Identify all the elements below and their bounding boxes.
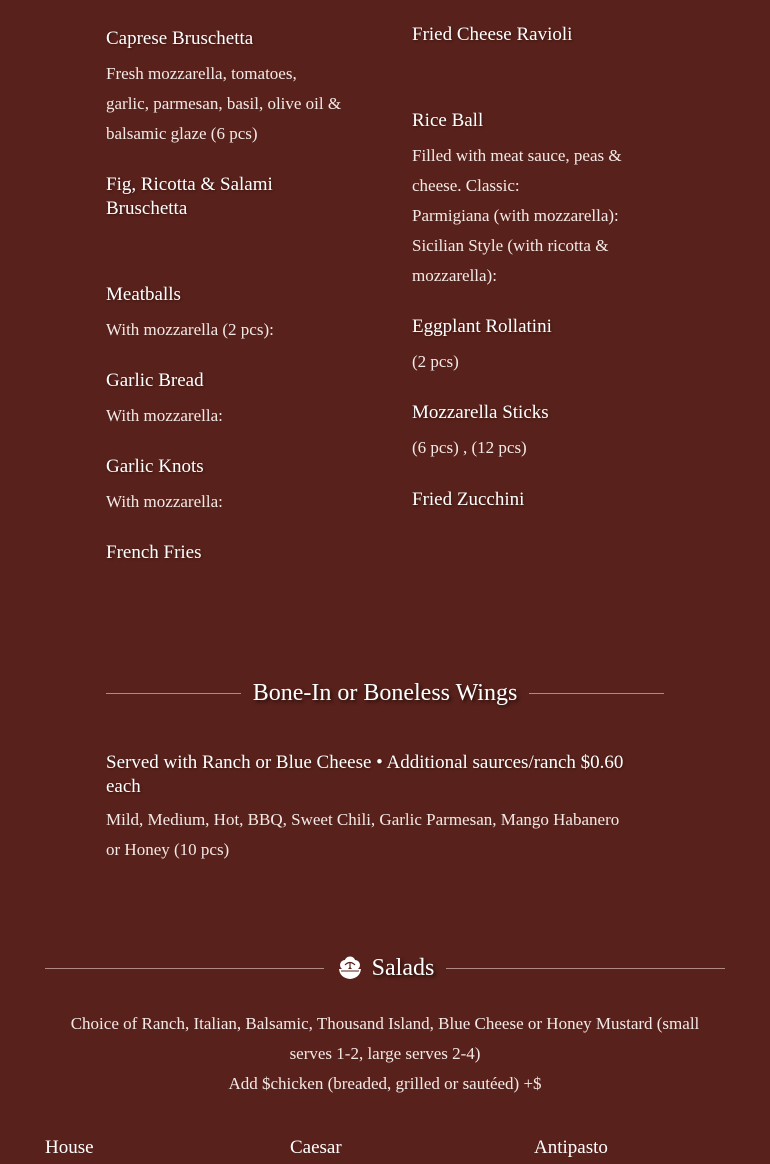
menu-item-description-line: Sicilian Style (with ricotta & bbox=[412, 236, 609, 255]
menu-item-title-line: Fig, Ricotta & Salami bbox=[106, 174, 273, 195]
menu-item-mozzarella-sticks bbox=[412, 401, 662, 463]
menu-item-title: Caprese Bruschetta bbox=[106, 28, 254, 49]
wings-description-line: or Honey (10 pcs) bbox=[106, 840, 230, 859]
salads-info-line: serves 1-2, large serves 2-4) bbox=[289, 1044, 481, 1063]
menu-item-description bbox=[106, 487, 362, 517]
wings-description-line: Mild, Medium, Hot, BBQ, Sweet Chili, Garlic Parmesan, Mango Habanero bbox=[106, 810, 620, 829]
menu-item-meatballs bbox=[106, 283, 362, 345]
salads-info-line: Choice of Ranch, Italian, Balsamic, Thousand Island, Blue Cheese or Honey Mustard (small bbox=[70, 1014, 700, 1033]
menu-item-rice-ball bbox=[412, 109, 662, 291]
menu-item-title: Fried Zucchini bbox=[412, 489, 525, 510]
salad-item-caesar: Caesar bbox=[290, 1137, 342, 1158]
salads-heading bbox=[324, 954, 447, 982]
menu-item-description bbox=[106, 401, 362, 431]
menu-item-fried-zucchini bbox=[412, 488, 662, 512]
menu-item-title: Fried Cheese Ravioli bbox=[412, 24, 573, 45]
heading-rule-right bbox=[529, 693, 664, 694]
menu-item-description-line: Parmigiana (with mozzarella): bbox=[412, 206, 619, 225]
salad-bowl-icon bbox=[336, 954, 364, 982]
wings-item-title: Served with Ranch or Blue Cheese • Additional saurces/ranch $0.60 each bbox=[106, 752, 624, 797]
menu-item-garlic-bread bbox=[106, 369, 362, 431]
menu-item-description bbox=[412, 141, 662, 291]
menu-item-description-line: Filled with meat sauce, peas & bbox=[412, 146, 622, 165]
salad-item-house: House bbox=[45, 1137, 94, 1158]
salads-heading-text: Salads bbox=[371, 954, 435, 981]
menu-item-description-line: garlic, parmesan, basil, olive oil & bbox=[106, 94, 342, 113]
menu-item-description-line: (6 pcs) , (12 pcs) bbox=[412, 438, 527, 457]
menu-item-description bbox=[412, 347, 662, 377]
heading-rule-left bbox=[106, 693, 241, 694]
salads-info-line: Add $chicken (breaded, grilled or sautéed) +$ bbox=[228, 1074, 542, 1093]
menu-item-fried-cheese-ravioli bbox=[412, 23, 662, 47]
menu-item-eggplant-rollatini bbox=[412, 315, 662, 377]
menu-item-title bbox=[106, 173, 362, 221]
menu-item-description bbox=[106, 315, 362, 345]
menu-item-description-line: cheese. Classic: bbox=[412, 176, 520, 195]
salads-section-heading bbox=[45, 951, 725, 985]
wings-item-description bbox=[106, 805, 662, 865]
menu-item-description bbox=[412, 433, 662, 463]
menu-item-title: Garlic Bread bbox=[106, 370, 204, 391]
menu-item-title-line: Bruschetta bbox=[106, 198, 188, 219]
menu-item-title: Eggplant Rollatini bbox=[412, 316, 552, 337]
menu-item-title: French Fries bbox=[106, 542, 202, 563]
menu-item-description-line: With mozzarella: bbox=[106, 406, 223, 425]
heading-rule-right bbox=[446, 968, 725, 969]
menu-item-fig-ricotta-salami-bruschetta bbox=[106, 173, 362, 221]
salads-info bbox=[45, 1009, 725, 1099]
menu-item-description-line: With mozzarella: bbox=[106, 492, 223, 511]
menu-item-title: Rice Ball bbox=[412, 110, 484, 131]
menu-item-description-line: With mozzarella (2 pcs): bbox=[106, 320, 274, 339]
menu-item-description-line: (2 pcs) bbox=[412, 352, 459, 371]
menu-item-caprese-bruschetta bbox=[106, 27, 362, 149]
heading-rule-left bbox=[45, 968, 324, 969]
menu-item-title: Meatballs bbox=[106, 284, 181, 305]
menu-item-description-line: balsamic glaze (6 pcs) bbox=[106, 124, 258, 143]
salad-item-antipasto: Antipasto bbox=[534, 1137, 608, 1158]
menu-item-description-line: Fresh mozzarella, tomatoes, bbox=[106, 64, 297, 83]
menu-item-garlic-knots bbox=[106, 455, 362, 517]
wings-heading-text: Bone-In or Boneless Wings bbox=[252, 679, 518, 706]
menu-item-description bbox=[106, 59, 362, 149]
menu-item-french-fries bbox=[106, 541, 362, 565]
menu-item-title: Garlic Knots bbox=[106, 456, 204, 477]
menu-item-title: Mozzarella Sticks bbox=[412, 402, 549, 423]
menu-item-description-line: mozzarella): bbox=[412, 266, 497, 285]
wings-section-heading bbox=[106, 676, 664, 710]
